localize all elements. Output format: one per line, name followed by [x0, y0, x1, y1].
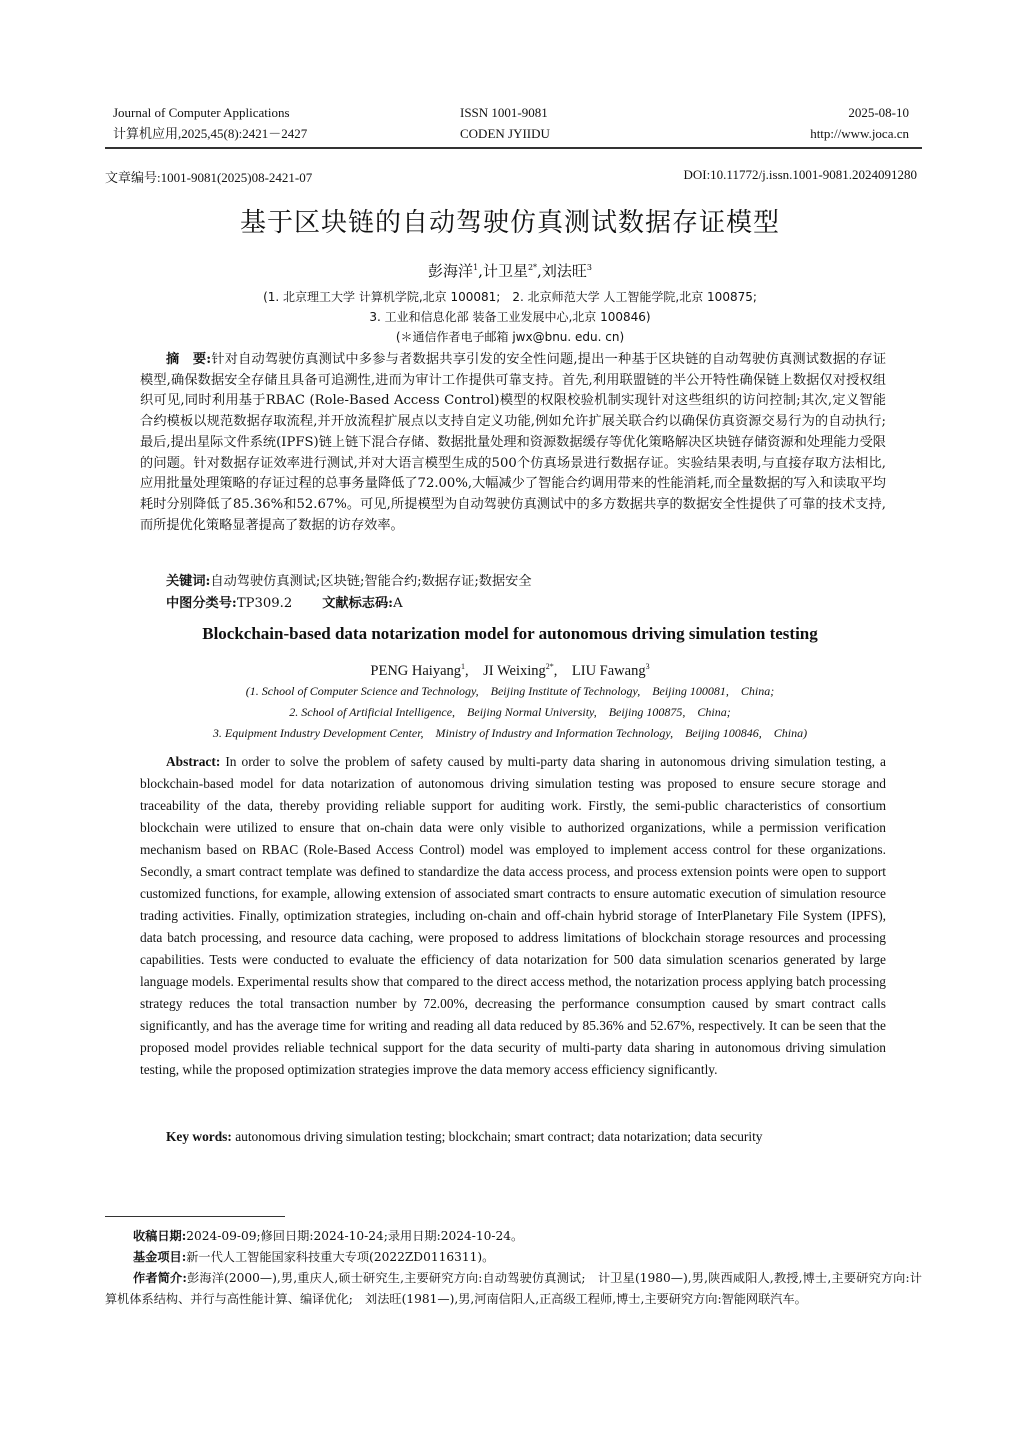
keywords-en-label: Key words: [166, 1129, 236, 1144]
footnote-dates [105, 1226, 922, 1247]
footnote-rule [105, 1216, 285, 1217]
abstract-cn-label: 摘 要: [166, 352, 212, 367]
authors-en [0, 659, 1020, 680]
footnote-fund [105, 1247, 922, 1268]
affiliation: (1. School of Computer Science and Technology, Beijing Institute of Technology, Beijing 100081, China; [245, 684, 775, 698]
author: PENG Haiyang [370, 663, 462, 679]
abstract-cn-text: 针对自动驾驶仿真测试中多参与者数据共享引发的安全性问题,提出一种基于区块链的自动驾驶仿真测试数据的存证模型,确保数据安全存储且具备可追溯性,进而为审计工作提供可靠支持。首先,利用联盟链的半公开特性确保链上数据仅对授权组织可见,同时利用基于RBAC (Role-Based Access Control)模型的权限校验机制实现针对这些组织的访问控制;其次,定义智能合约模板以规范数据存取流程,并开放流程扩展点以支持自定义功能,例如允许扩展关联合约以确保仿真资源交易行为的自动执行;最后,提出星际文件系统(IPFS)链上链下混合存储、数据批量处理和资源数据缓存等优化策略解决区块链存储资源和处理能力受限的问题。针对数据存证效率进行测试,并对大语言模型生成的500个仿真场景进行数据存证。实验结果表明,与直接存取方法相比,应用批量处理策略的存证过程的总事务量降低了72.00%,大幅减少了智能合约调用带来的性能消耗,而全量数据的写入和读取平均耗时分别降低了85.36%和52.67%。可见,所提模型为自动驾驶仿真测试中的多方数据共享的数据安全性提供了可靠的技术支持,而所提优化策略显著提高了数据的访存效率。 [140, 352, 887, 533]
author-sup: 2* [527, 263, 538, 272]
journal-url[interactable]: http://www.joca.cn [810, 126, 909, 141]
abstract-cn [140, 350, 886, 536]
author: 刘法旺 [541, 262, 587, 280]
keywords-cn-text: 自动驾驶仿真测试;区块链;智能合约;数据存证;数据安全 [210, 574, 532, 589]
affiliation: 3. Equipment Industry Development Center, Ministry of Industry and Information Technology, Beijing 100846, China) [212, 726, 808, 740]
journal-header-center [460, 102, 550, 144]
abstract-en-text: In order to solve the problem of safety caused by multi-party data sharing in autonomous driving simulation testing, a blockchain-based model for data notarization of autonomous driving simulation testing was proposed to ensure secure storage and traceability of the data, thereby providing reliable support for auditing work. Firstly, the semi-public characteristics of consortium blockchain were utilized to ensure that on-chain data were only visible to authorized organizations, while a permission verification mechanism based on RBAC (Role-Based Access Control) model was employed to implement access control for these organizations. Secondly, a smart contract template was defined to standardize the data access process, and process extension points were open to support customized functions, for example, allowing extension of associated smart contracts to ensure automatic execution of simulation resource trading activities. Finally, optimization strategies, including on-chain and off-chain hybrid storage of InterPlanetary File System (IPFS), data batch processing, and resource data caching, were proposed to address limitations of blockchain storage resources and processing capabilities. Tests were conducted to evaluate the efficiency of data notarization for 500 data simulation scenarios generated by large language models. Experimental results show that compared to the direct access method, the notarization process applying batch processing strategy reduces the total transaction number by 72.00%, decreasing the performance consumption caused by smart contract calls significantly, and has the average time for writing and reading all data reduced by 85.36% and 52.67%, respectively. It can be seen that the proposed model provides reliable technical support for the data security of multi-party data sharing in autonomous driving simulation testing, while the proposed optimization strategies improve the data memory access efficiency significantly. [140, 754, 886, 1077]
article-number: 文章编号:1001-9081(2025)08-2421-07 [105, 170, 313, 185]
sep: , [537, 262, 542, 280]
clc-value: TP309.2 [236, 596, 293, 611]
keywords-cn-label: 关键词: [166, 574, 211, 589]
fund-label: 基金项目: [133, 1250, 187, 1264]
affiliations-en [0, 681, 1020, 744]
affiliation: (1. 北京理工大学 计算机学院,北京 100081; 2. 北京师范大学 人工智能学院,北京 100875; [263, 290, 757, 304]
author: JI Weixing [483, 663, 546, 679]
publish-date: 2025-08-10 [848, 105, 909, 120]
journal-header-right [810, 102, 909, 144]
author-sup: 3 [586, 263, 592, 272]
bio-label: 作者简介: [133, 1271, 187, 1285]
author: LIU Fawang [571, 663, 646, 679]
affiliation: 3. 工业和信息化部 装备工业发展中心,北京 100846) [369, 310, 651, 324]
affiliations-cn [0, 287, 1020, 347]
sep: , [478, 262, 483, 280]
fund-text: 新一代人工智能国家科技重大专项(2022ZD0116311)。 [186, 1250, 495, 1264]
affiliation: 2. School of Artificial Intelligence, Beijing Normal University, Beijing 100875, China; [289, 705, 731, 719]
bio-text: 彭海洋(2000—),男,重庆人,硕士研究生,主要研究方向:自动驾驶仿真测试; 计卫星(1980—),男,陕西咸阳人,教授,博士,主要研究方向:计算机体系结构、并行与高性能计算、编译优化; 刘法旺(1981—),男,河南信阳人,正高级工程师,博士,主要研究方向:智能网联汽车。 [105, 1271, 922, 1306]
keywords-cn [140, 572, 886, 593]
issn: ISSN 1001-9081 [460, 105, 548, 120]
author: 计卫星 [482, 262, 528, 280]
abstract-en [140, 751, 886, 1081]
author-sup: 3 [645, 662, 650, 672]
author: 彭海洋 [428, 262, 474, 280]
author-sup: 2* [545, 662, 554, 672]
title-cn: 基于区块链的自动驾驶仿真测试数据存证模型 [239, 208, 780, 238]
keywords-en-text: autonomous driving simulation testing; blockchain; smart contract; data notarization; data security [235, 1129, 763, 1144]
authors-cn [0, 260, 1020, 281]
abstract-en-label: Abstract: [166, 754, 226, 769]
author-sup: 1 [473, 263, 479, 272]
journal-name-en: Journal of Computer Applications [113, 105, 290, 120]
journal-citation-cn: 计算机应用,2025,45(8):2421－2427 [113, 126, 308, 141]
doc-code-value: A [393, 596, 403, 611]
journal-header-left [113, 102, 307, 144]
doc-code-label: 文献标志码: [322, 596, 394, 611]
coden: CODEN JYIIDU [460, 126, 550, 141]
title-en: Blockchain-based data notarization model for autonomous driving simulation testing [202, 624, 818, 643]
classification [140, 594, 886, 615]
keywords-en [140, 1126, 886, 1148]
sep: , [465, 663, 484, 679]
corresponding-email: (＊通信作者电子邮箱 jwx@bnu. edu. cn) [395, 330, 625, 344]
sep: , [553, 663, 572, 679]
dates-label: 收稿日期: [133, 1229, 187, 1243]
dates-text: 2024-09-09;修回日期:2024-10-24;录用日期:2024-10-24。 [186, 1229, 524, 1243]
header-rule [105, 147, 922, 149]
doi[interactable]: DOI:10.11772/j.issn.1001-9081.2024091280 [683, 167, 917, 182]
clc-label: 中图分类号: [166, 596, 237, 611]
author-sup: 1 [461, 662, 466, 672]
footnote-bio [105, 1268, 922, 1309]
